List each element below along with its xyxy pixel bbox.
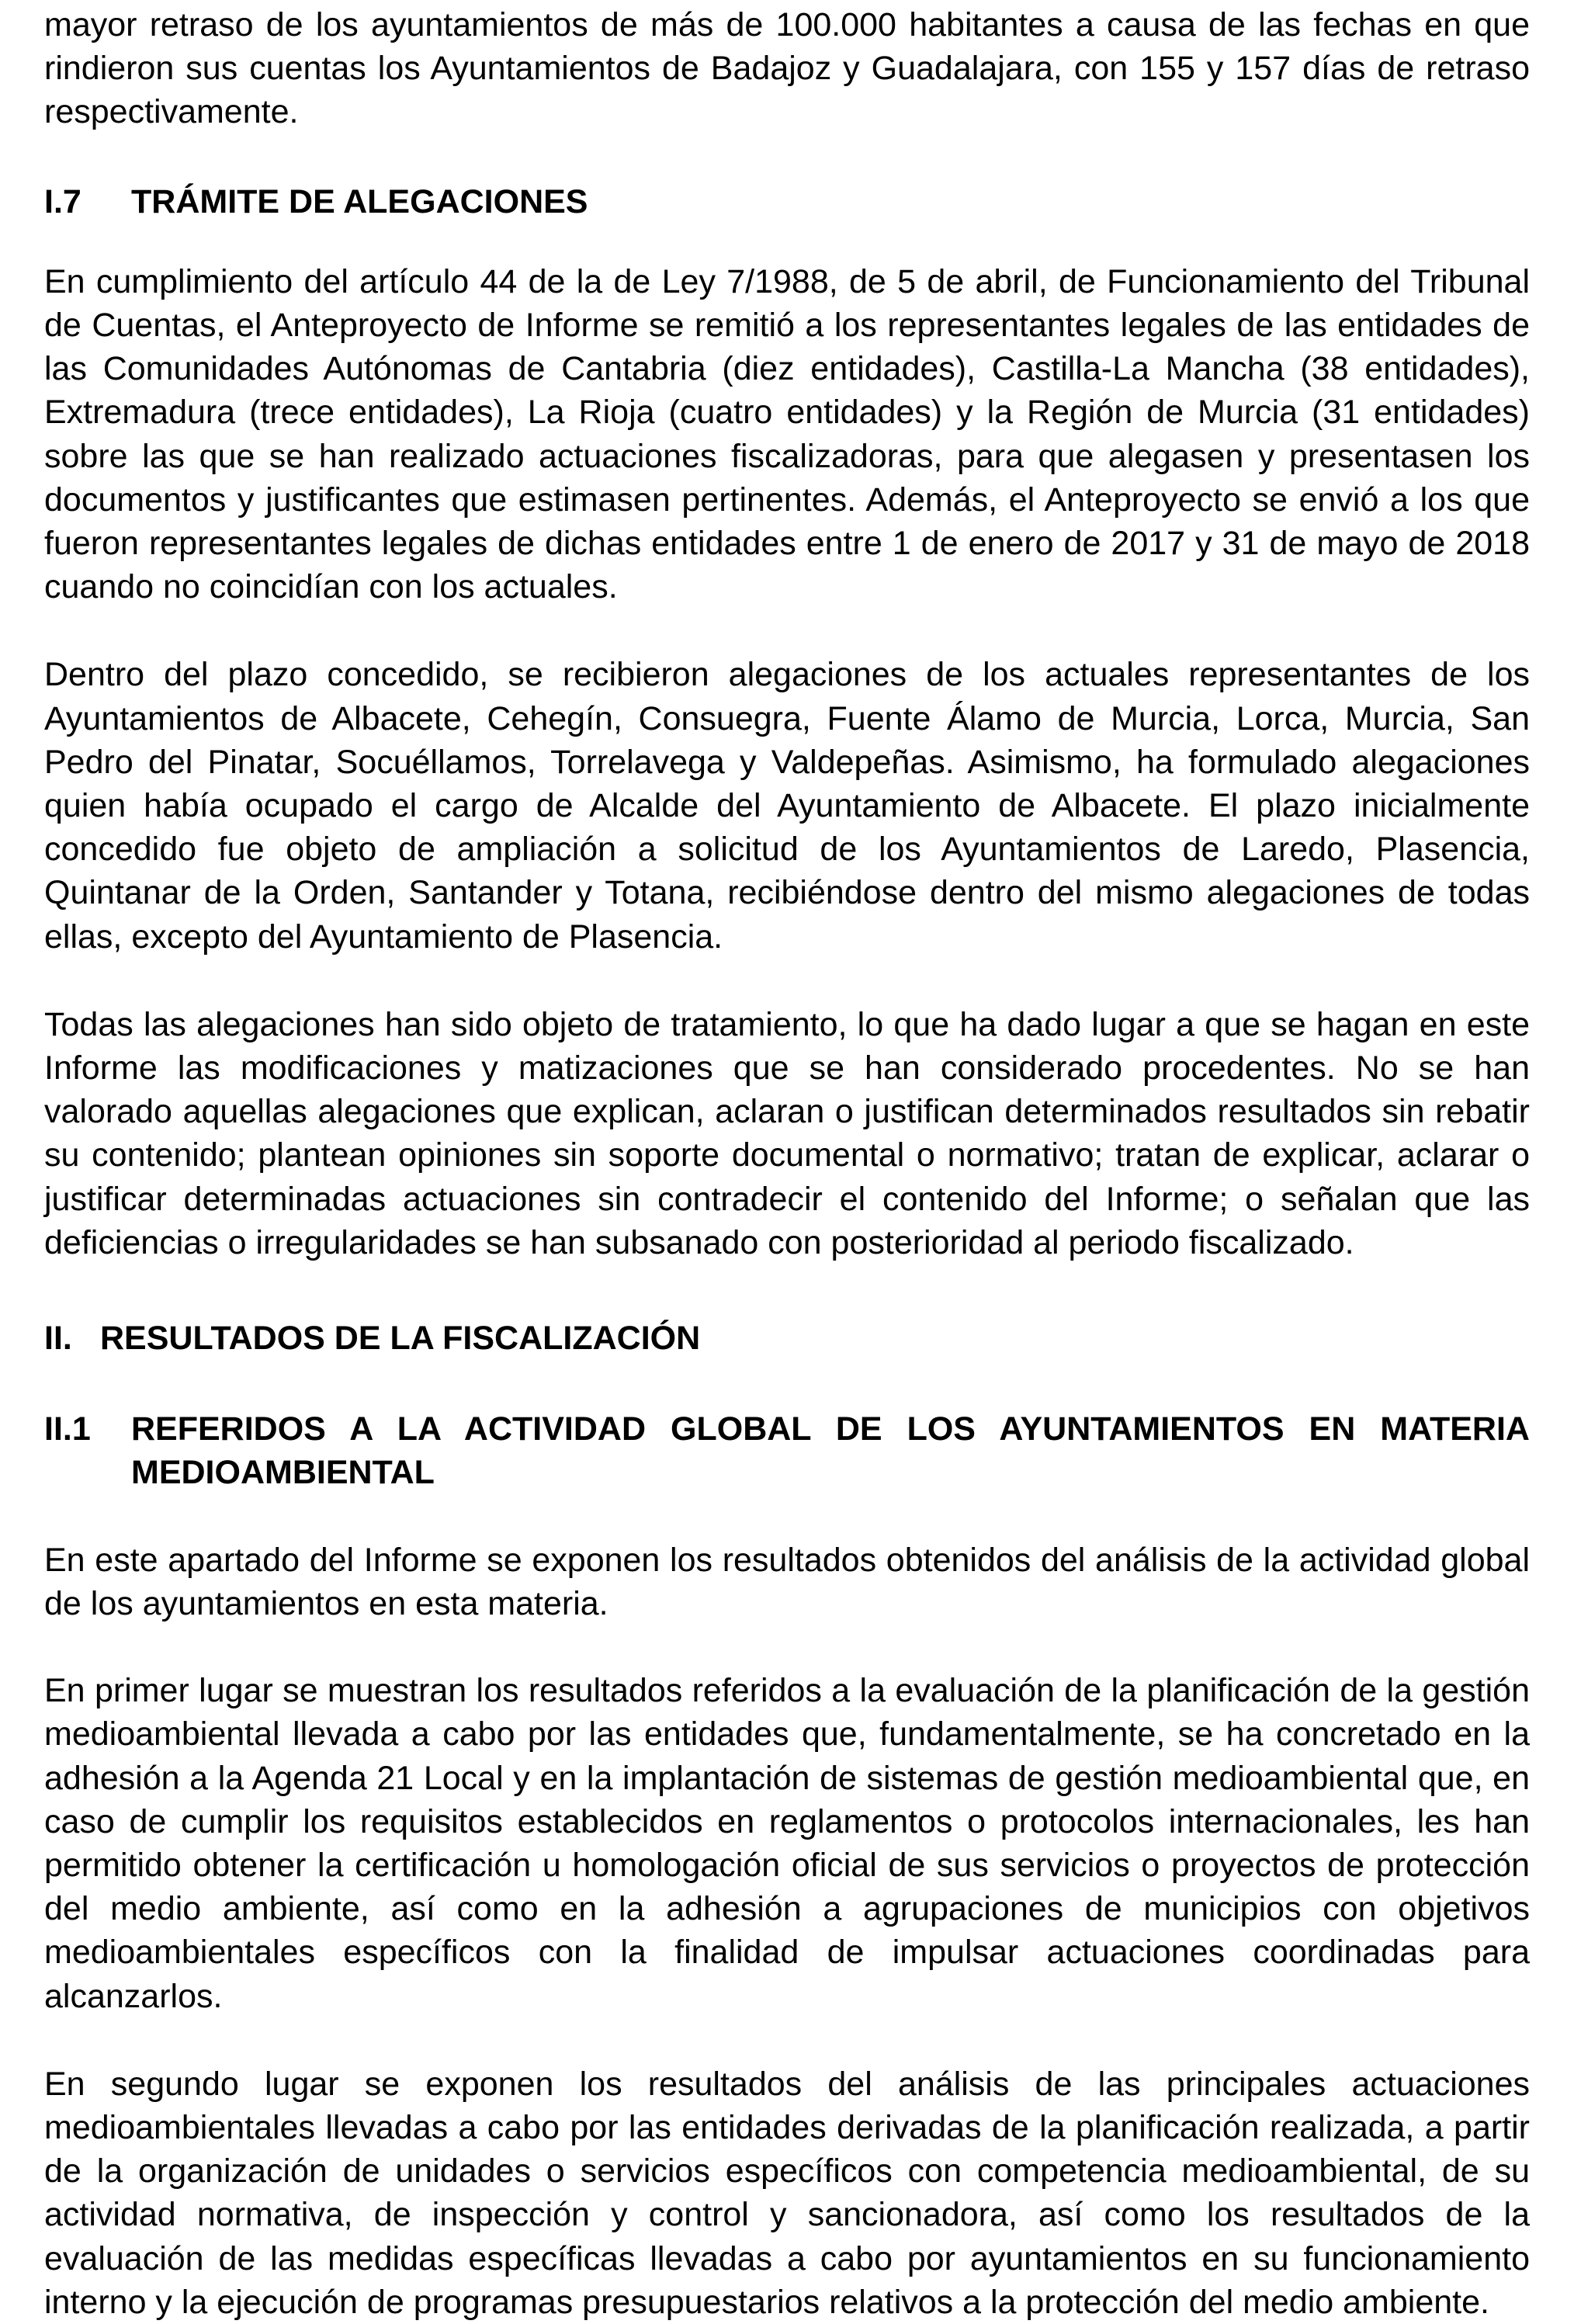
paragraph-apartado-informe: En este apartado del Informe se exponen los resultados obtenidos del análisis de la actividad global de los ayuntamientos en esta materia.: [44, 1541, 1530, 1622]
paragraph-primer-lugar: En primer lugar se muestran los resultados referidos a la evaluación de la planificación de la gestión medioambiental llevada a cabo por las entidades que, fundamentalmente, se ha concretado en la adhesión a la Agenda 21 Local y en la implantación de sistemas de gestión medioambiental que, en caso de cumplir los requisitos establecidos en reglamentos o protocolos internacionales, les han permitido obtener la certificación u homologación oficial de sus servicios o proyectos de protección del medio ambiente, así como en la adhesión a agrupaciones de municipios con objetivos medioambientales específicos con la finalidad de impulsar actuaciones coordinadas para alcanzarlos.: [44, 1672, 1530, 2015]
paragraph-segundo-lugar: En segundo lugar se exponen los resultados del análisis de las principales actuaciones medioambientales llevadas a cabo por las entidades derivadas de la planificación realizada, a partir de la organización de unidades o servicios específicos con competencia medioambiental, de su actividad normativa, de inspección y control y sancionadora, así como los resultados de la evaluación de las medidas específicas llevadas a cabo por ayuntamientos en su funcionamiento interno y la ejecución de programas presupuestarios relativos a la protección del medio ambiente.: [44, 2065, 1530, 2321]
document-page: [44, 0, 1530, 2324]
section-heading-resultados: [44, 1316, 1530, 1360]
paragraph-plazo-concedido: Dentro del plazo concedido, se recibieron alegaciones de los actuales representantes de los Ayuntamientos de Albacete, Cehegín, Consuegra, Fuente Álamo de Murcia, Lorca, Murcia, San Pedro del Pinatar, Socuéllamos, Torrelavega y Valdepeñas. Asimismo, ha formulado alegaciones quien había ocupado el cargo de Alcalde del Ayuntamiento de Albacete. El plazo inicialmente concedido fue objeto de ampliación a solicitud de los Ayuntamientos de Laredo, Plasencia, Quintanar de la Orden, Santander y Totana, recibiéndose dentro del mismo alegaciones de todas ellas, excepto del Ayuntamiento de Plasencia.: [44, 656, 1530, 956]
paragraph-retraso: mayor retraso de los ayuntamientos de más de 100.000 habitantes a causa de las fechas en que rindieron sus cuentas los Ayuntamientos de Badajoz y Guadalajara, con 155 y 157 días de retraso respectivamente.: [44, 6, 1530, 131]
section-number: I.7: [44, 182, 81, 220]
section-number: II.1: [44, 1410, 91, 1448]
section-heading-tramite-alegaciones: [44, 180, 1530, 224]
paragraph-tratamiento-alegaciones: Todas las alegaciones han sido objeto de tratamiento, lo que ha dado lugar a que se hagan en este Informe las modificaciones y matizaciones que se han considerado procedentes. No se han valorado aquellas alegaciones que explican, aclaran o justifican determinados resultados sin rebatir su contenido; plantean opiniones sin soporte documental o normativo; tratan de explicar, aclarar o justificar determinadas actuaciones sin contradecir el contenido del Informe; o señalan que las deficiencias o irregularidades se han subsanado con posterioridad al periodo fiscalizado.: [44, 1005, 1530, 1261]
section-title: TRÁMITE DE ALEGACIONES: [131, 182, 588, 220]
section-number: II.: [44, 1320, 72, 1358]
section-heading-actividad-global: [44, 1407, 1530, 1494]
section-title: REFERIDOS A LA ACTIVIDAD GLOBAL DE LOS AYUNTAMIENTOS EN MATERIA MEDIOAMBIENTAL: [131, 1410, 1530, 1492]
paragraph-cumplimiento: En cumplimiento del artículo 44 de la de Ley 7/1988, de 5 de abril, de Funcionamiento del Tribunal de Cuentas, el Anteproyecto de Informe se remitió a los representantes legales de las entidades de las Comunidades Autónomas de Cantabria (diez entidades), Castilla-La Mancha (38 entidades), Extremadura (trece entidades), La Rioja (cuatro entidades) y la Región de Murcia (31 entidades) sobre las que se han realizado actuaciones fiscalizadoras, para que alegasen y presentasen los documentos y justificantes que estimasen pertinentes. Además, el Anteproyecto se envió a los que fueron representantes legales de dichas entidades entre 1 de enero de 2017 y 31 de mayo de 2018 cuando no coincidían con los actuales.: [44, 262, 1530, 606]
section-title: RESULTADOS DE LA FISCALIZACIÓN: [100, 1320, 701, 1358]
